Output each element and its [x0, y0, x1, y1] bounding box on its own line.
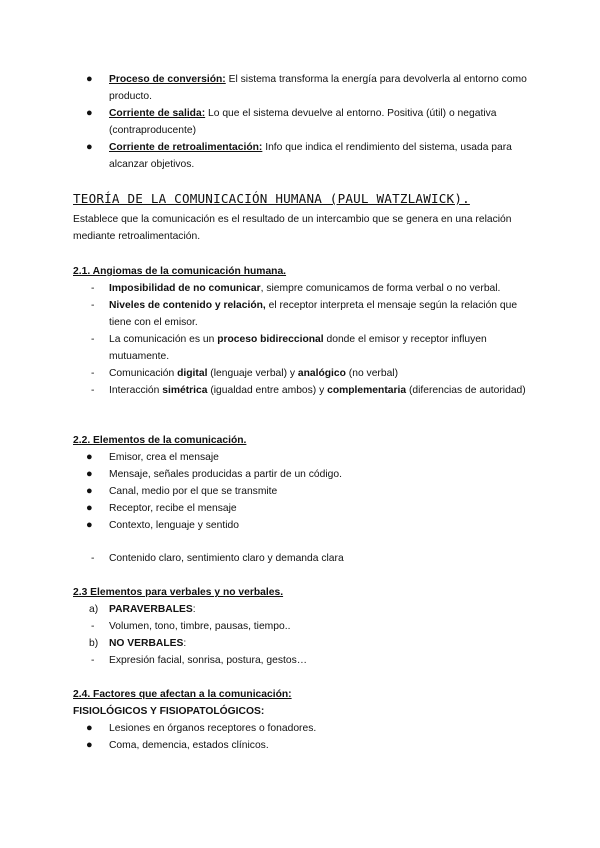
bullet-icon: ●: [86, 502, 93, 514]
term: Corriente de salida:: [109, 108, 206, 119]
elements-list: [0, 449, 412, 534]
item-text: Comunicación: [109, 368, 178, 379]
item-text: , siempre comunicamos de forma verbal o no verbal.: [260, 283, 501, 294]
list-item: [0, 652, 377, 669]
definition: Lo que el sistema devuelve al entorno. Positiva (útil) o negativa (contraproducente): [109, 108, 497, 136]
elements-extra-list: [0, 550, 414, 567]
bold-term: PARAVERBALES: [109, 604, 193, 615]
intro-paragraph: Establece que la comunicación es el resultado de un intercambio que se genera en una relación mediante retroalimentación.: [73, 214, 512, 242]
item-text: :: [183, 638, 187, 649]
top-bullet-list: [0, 71, 600, 173]
list-item: [0, 517, 412, 534]
item-text: :: [192, 604, 196, 615]
main-heading: TEORÍA DE LA COMUNICACIÓN HUMANA (PAUL WATZLAWICK).: [73, 191, 470, 206]
item-text: (no verbal): [345, 368, 399, 379]
dash-icon: -: [91, 334, 95, 345]
section-2-4-subtitle: FISIOLÓGICOS Y FISIOPATOLÓGICOS:: [73, 706, 265, 717]
section-2-1-title: 2.1. Angiomas de la comunicación humana.: [73, 266, 287, 277]
bullet-icon: ●: [86, 722, 93, 734]
bold-term: analógico: [297, 368, 346, 379]
item-text: Lesiones en órganos receptores o fonadores.: [109, 723, 317, 734]
list-item: [0, 139, 600, 173]
item-text: Expresión facial, sonrisa, postura, gestos…: [109, 655, 308, 666]
term: Corriente de retroalimentación:: [109, 142, 263, 153]
list-item: [0, 280, 600, 297]
item-text: Emisor, crea el mensaje: [109, 452, 219, 463]
bold-term: NO VERBALES: [109, 638, 184, 649]
section-2-4-title: 2.4. Factores que afectan a la comunicación:: [73, 689, 292, 700]
bullet-icon: ●: [86, 141, 93, 153]
bullet-icon: ●: [86, 451, 93, 463]
item-text: Coma, demencia, estados clínicos.: [109, 740, 269, 751]
bold-term: Imposibilidad de no comunicar: [109, 283, 261, 294]
list-item: [0, 737, 386, 754]
list-item: [0, 483, 412, 500]
dash-icon: -: [91, 283, 95, 294]
list-item: [0, 601, 196, 618]
list-label: a): [89, 604, 99, 615]
bold-term: simétrica: [162, 385, 208, 396]
item-text: (diferencias de autoridad): [406, 385, 526, 396]
item-text: Volumen, tono, timbre, pausas, tiempo..: [109, 621, 291, 632]
bold-term: Niveles de contenido y relación,: [109, 300, 266, 311]
list-item: [0, 331, 600, 365]
definition: Info que indica el rendimiento del sistema, usada para alcanzar objetivos.: [109, 142, 512, 170]
dash-icon: -: [91, 368, 95, 379]
list-item: [0, 105, 600, 139]
bullet-icon: ●: [86, 468, 93, 480]
item-text: Interacción: [109, 385, 163, 396]
list-item: [0, 550, 414, 567]
bold-term: proceso bidireccional: [217, 334, 324, 345]
list-item: [0, 720, 386, 737]
item-text: La comunicación es un: [109, 334, 218, 345]
dash-icon: -: [91, 655, 95, 666]
list-item: [0, 635, 186, 652]
item-text: donde el emisor y receptor influyen mutuamente.: [109, 334, 487, 362]
bold-term: digital: [177, 368, 208, 379]
item-text: (igualdad entre ambos) y: [207, 385, 328, 396]
paraverbal-list: [0, 601, 196, 618]
dash-icon: -: [91, 621, 95, 632]
bullet-icon: ●: [86, 519, 93, 531]
definition: El sistema transforma la energía para devolverla al entorno como producto.: [109, 74, 527, 102]
bullet-icon: ●: [86, 107, 93, 119]
list-item: [0, 382, 600, 399]
bullet-icon: ●: [86, 485, 93, 497]
item-text: Canal, medio por el que se transmite: [109, 486, 278, 497]
paraverbal-items: [0, 618, 360, 635]
list-item: [0, 71, 600, 105]
list-item: [0, 618, 360, 635]
list-item: [0, 466, 412, 483]
item-text: Contenido claro, sentimiento claro y demanda clara: [109, 553, 344, 564]
list-item: [0, 365, 600, 382]
bold-term: complementaria: [327, 385, 407, 396]
dash-icon: -: [91, 300, 95, 311]
list-item: [0, 297, 600, 331]
item-text: el receptor interpreta el mensaje según la relación que tiene con el emisor.: [109, 300, 518, 328]
factors-list: [0, 720, 386, 754]
bullet-icon: ●: [86, 739, 93, 751]
section-2-2-title: 2.2. Elementos de la comunicación.: [73, 435, 247, 446]
list-label: b): [89, 638, 99, 649]
bullet-icon: ●: [86, 73, 93, 85]
nonverbal-list: [0, 635, 186, 652]
axioms-list: [0, 280, 600, 399]
term: Proceso de conversión:: [109, 74, 226, 85]
item-text: Receptor, recibe el mensaje: [109, 503, 237, 514]
section-2-3-title: 2.3 Elementos para verbales y no verbales.: [73, 587, 284, 598]
item-text: (lenguaje verbal) y: [207, 368, 298, 379]
item-text: Contexto, lenguaje y sentido: [109, 520, 239, 531]
item-text: Mensaje, señales producidas a partir de un código.: [109, 469, 342, 480]
dash-icon: -: [91, 553, 95, 564]
list-item: [0, 500, 412, 517]
dash-icon: -: [91, 385, 95, 396]
list-item: [0, 449, 412, 466]
nonverbal-items: [0, 652, 377, 669]
